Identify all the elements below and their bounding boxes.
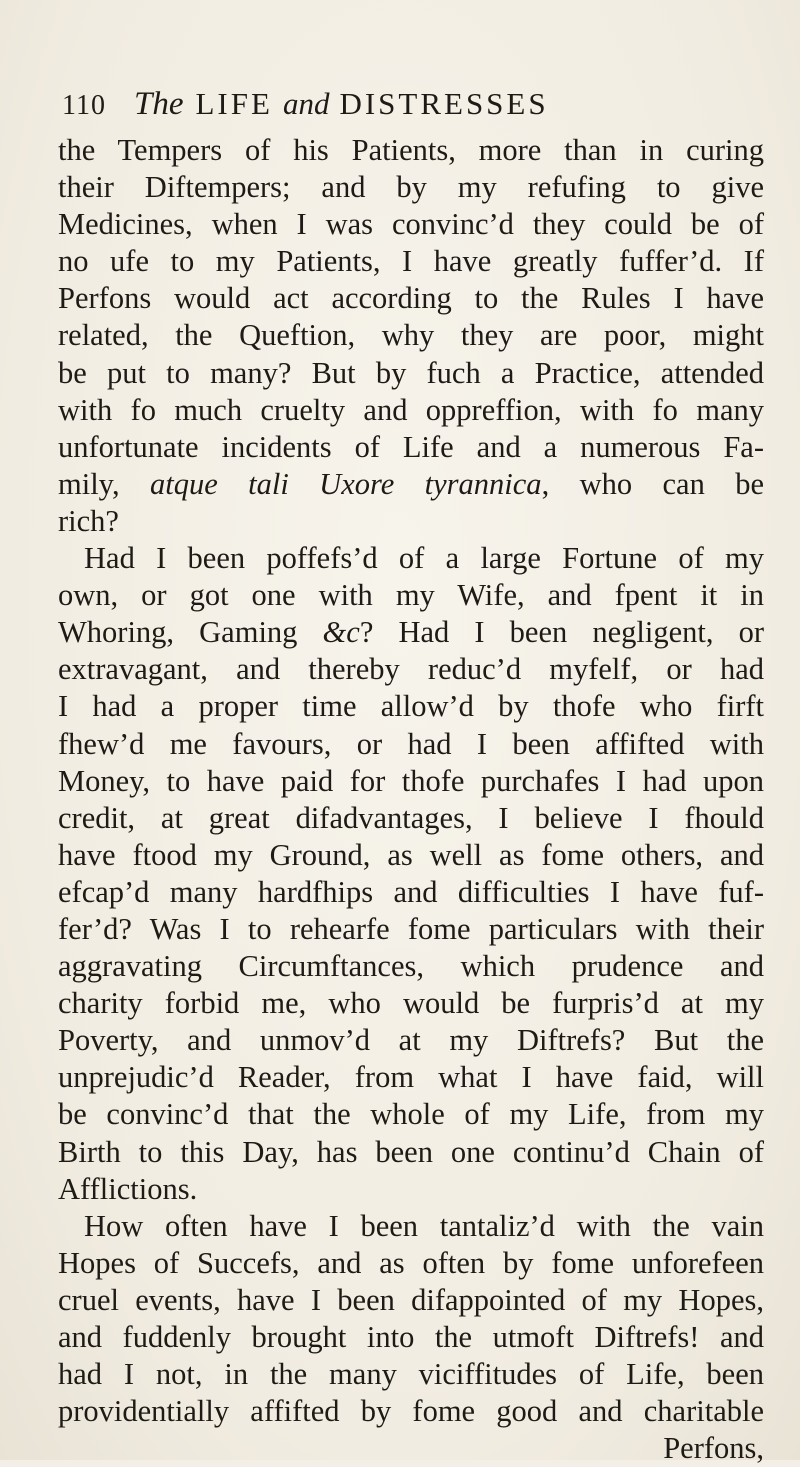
text-line: Hopes of Succefs, and as often by fome unforefeen [58,1245,764,1280]
text-line: their Diftempers; and by my refufing to give [58,170,764,205]
text-line: fer’d? Was I to rehearfe fome particulars with their [58,911,764,946]
paragraph-start-line: How often have I been tantaliz’d with the vain [84,1208,764,1243]
text-line: be convinc’d that the whole of my Life, from my [58,1097,764,1132]
text-line: unfortunate incidents of Life and a numerous Fa- [58,429,764,464]
running-header [62,84,752,124]
text-line: Money, to have paid for thofe purchafes I had upon [58,763,764,798]
text-line: no ufe to my Patients, I have greatly fuffer’d. If [58,244,764,279]
text-line: have ftood my Ground, as well as fome others, and [58,837,764,872]
running-head-life: LIFE [195,86,273,121]
text-line: I had a proper time allow’d by thofe who firft [58,689,764,724]
text-line: related, the Queftion, why they are poor, might [58,318,764,353]
text-line: Afflictions. [58,1171,198,1206]
text-line: Medicines, when I was convinc’d they could be of [58,207,764,242]
text-line-with-etc [58,614,764,651]
paragraph-start-line: Had I been poffefs’d of a large Fortune of my [84,541,764,576]
text-line: cruel events, have I been difappointed of my Hopes, [58,1282,764,1317]
text-line: extravagant, and thereby reduc’d myfelf, or had [58,652,764,687]
text-line: Perfons would act according to the Rules I have [58,281,764,316]
text-line: the Tempers of his Patients, more than in curing [58,133,764,167]
text-line: aggravating Circumftances, which prudence and [58,949,764,984]
page-number: 110 [62,90,106,121]
running-head-distresses: DISTRESSES [339,86,549,121]
text-line: own, or got one with my Wife, and fpent it in [58,578,764,613]
text-line: had I not, in the many viciffitudes of Life, been [58,1357,764,1392]
text-line: Birth to this Day, has been one continu’d Chain of [58,1134,764,1169]
text-line: and fuddenly brought into the utmoft Diftrefs! and [58,1320,764,1354]
text-segment: , who can be [541,466,764,501]
et-cetera: &c [322,615,360,650]
text-line: efcap’d many hardfhips and difficulties I have fuf- [58,874,764,909]
text-line: credit, at great difadvantages, I believe I fhould [58,800,764,835]
latin-phrase: atque tali Uxore tyrannica [149,466,542,501]
text-line: unprejudic’d Reader, from what I have faid, will [58,1060,764,1095]
text-line: Poverty, and unmov’d at my Diftrefs? But the [58,1023,764,1058]
text-line: rich? [58,503,119,538]
text-segment: Whoring, Gaming [58,615,323,650]
running-head-and: and [282,86,330,121]
text-line-with-latin [58,466,764,503]
text-line: providentially affifted by fome good and charitable [58,1394,764,1429]
text-line: be put to many? But by fuch a Practice, attended [58,355,764,390]
text-line: charity forbid me, who would be furpris’d at my [58,986,764,1021]
running-head-prefix: The [134,86,184,122]
text-line: with fo much cruelty and oppreffion, with fo many [58,392,764,427]
text-line: fhew’d me favours, or had I been affifted with [58,726,764,761]
text-segment: ? Had I been negligent, or [359,615,764,650]
body-text [58,132,764,1467]
catchword: Perfons, [663,1431,764,1466]
text-segment: mily, [58,466,150,501]
